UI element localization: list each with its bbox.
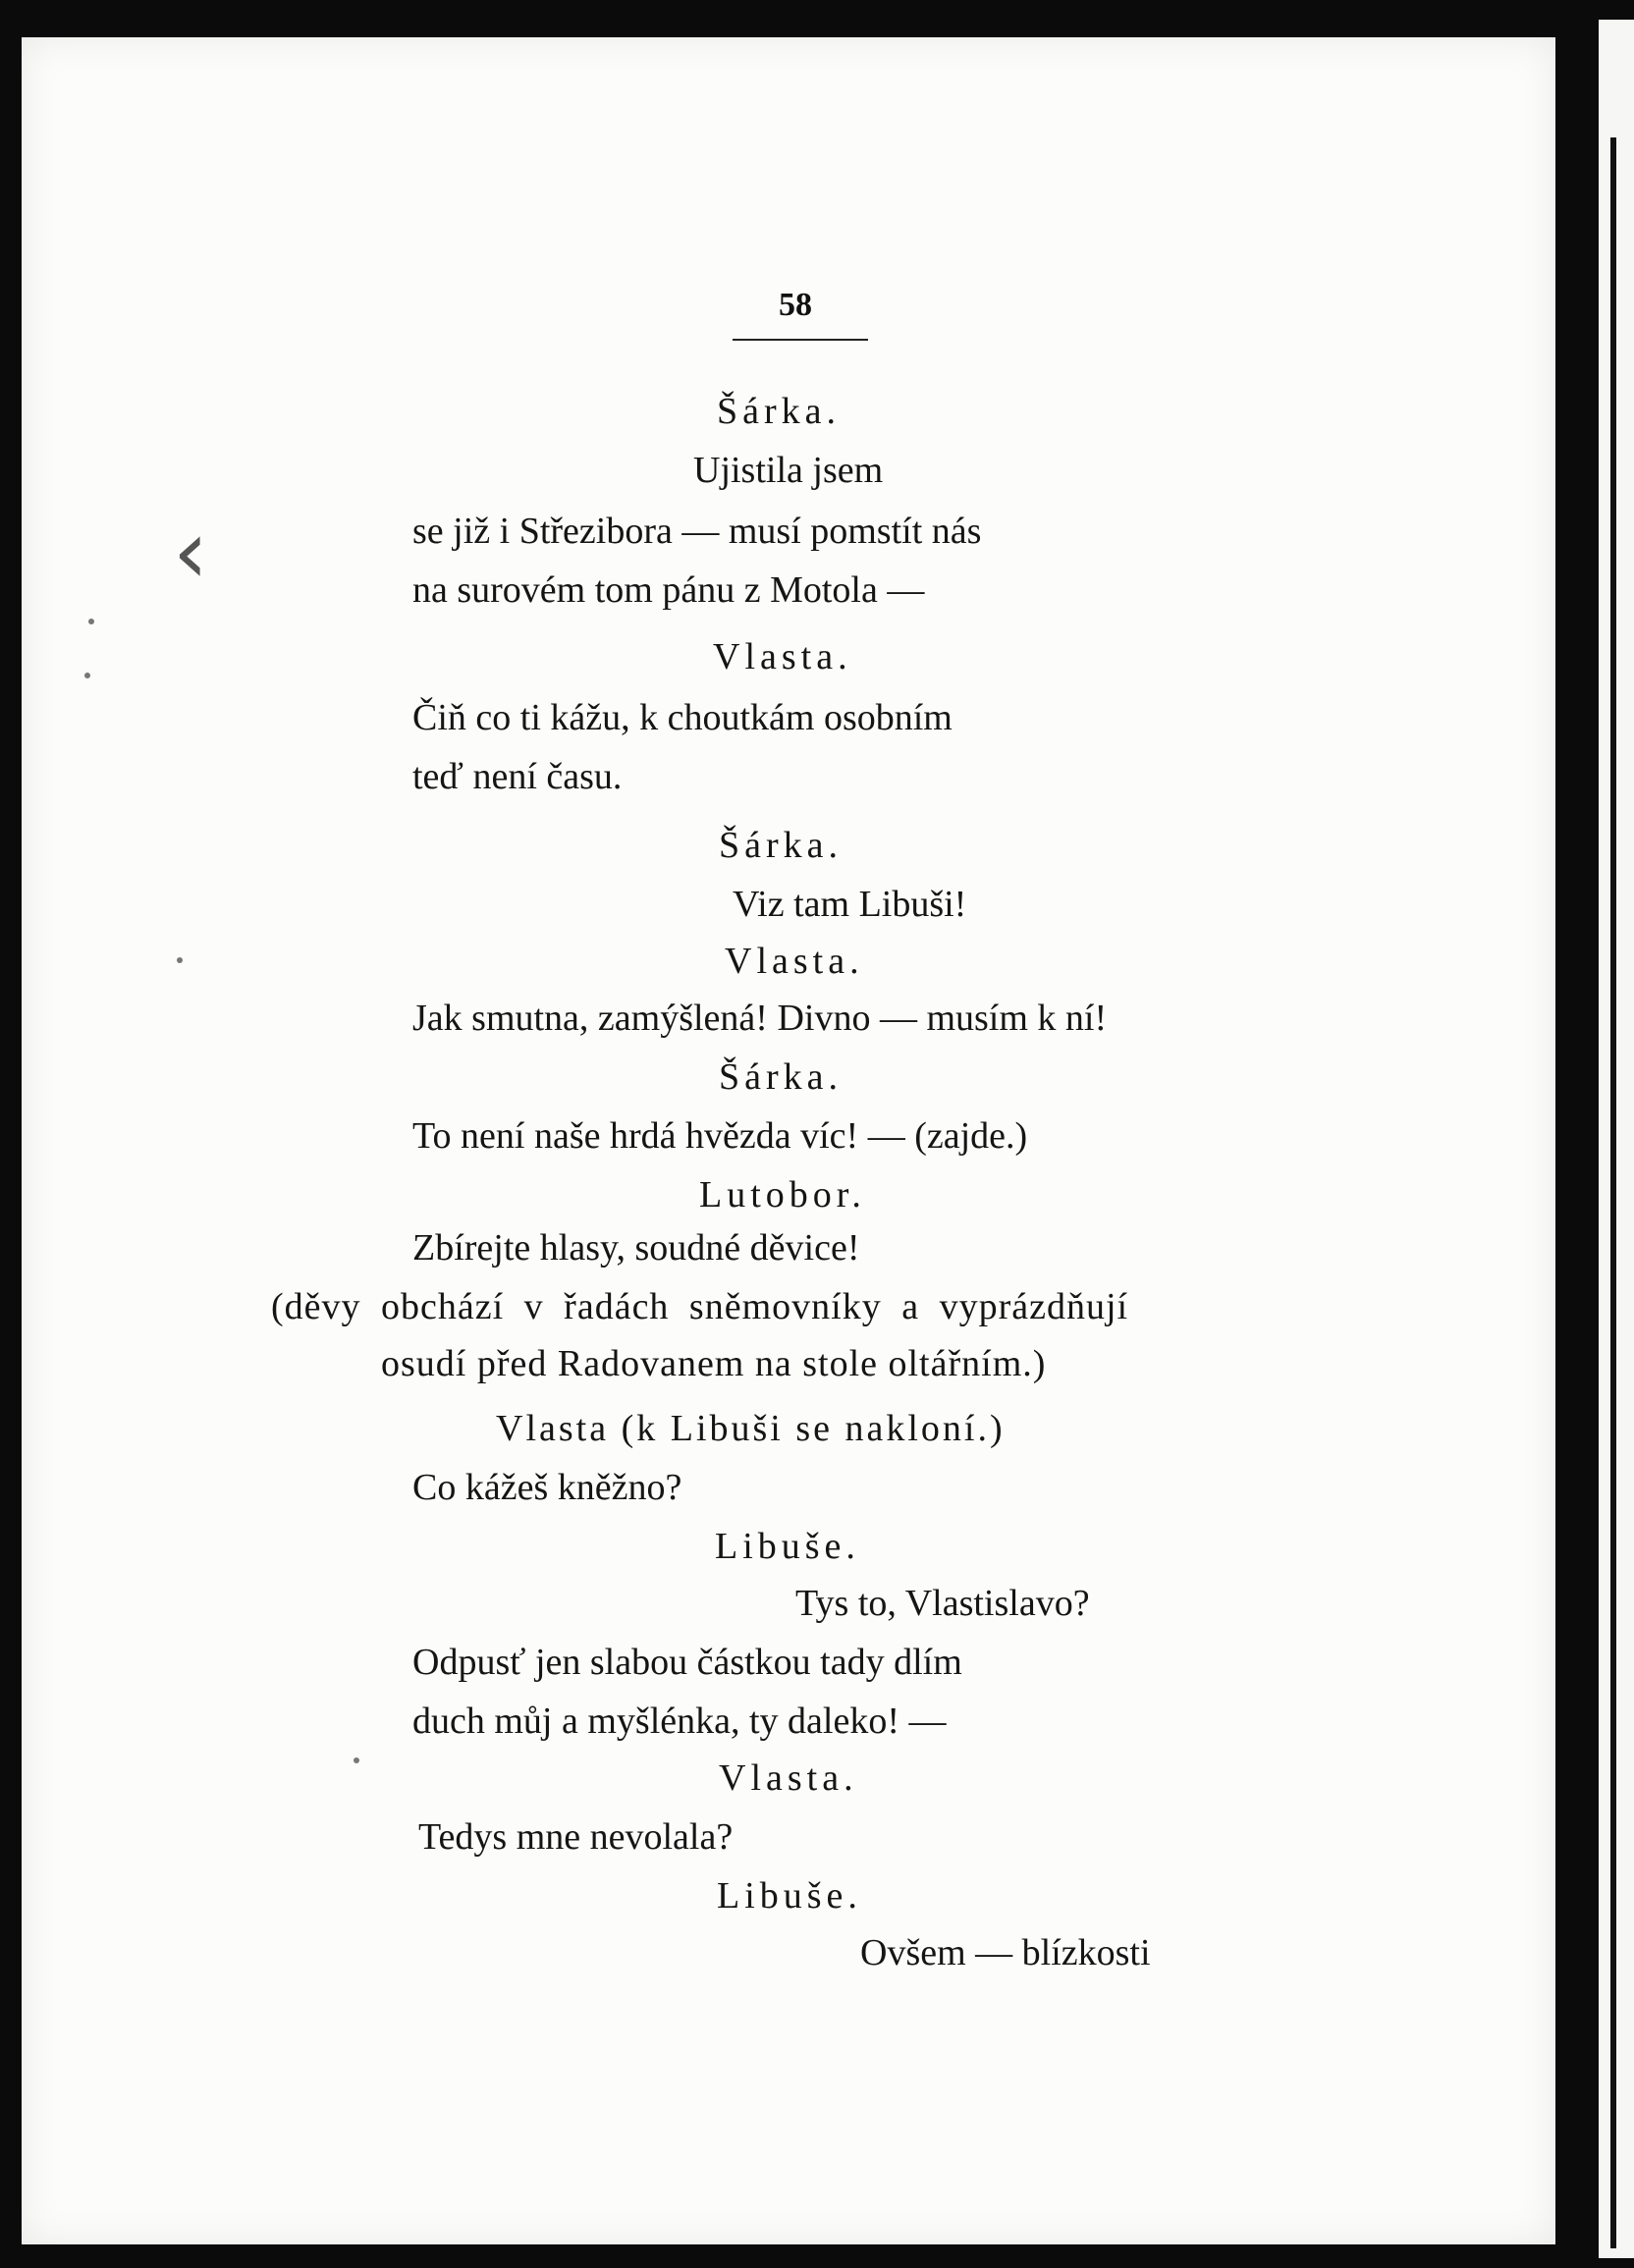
speck-mark (177, 957, 183, 963)
verse-line: Zbírejte hlasy, soudné děvice! (412, 1227, 860, 1269)
page-number-rule (733, 339, 868, 341)
verse-line: To není naše hrdá hvězda víc! — (zajde.) (412, 1115, 1028, 1157)
verse-line: na surovém tom pánu z Motola — (412, 569, 925, 611)
verse-line: Ujistila jsem (693, 450, 884, 491)
speck-mark (354, 1757, 359, 1763)
speaker-name: Vlasta (k Libuši se nakloní.) (496, 1408, 1006, 1449)
speaker-name: Šárka. (719, 1056, 844, 1098)
verse-line: Čiň co ti kážu, k choutkám osobním (412, 697, 953, 738)
gutter-shadow (1610, 137, 1616, 2248)
verse-line: Odpusť jen slabou částkou tady dlím (412, 1642, 962, 1683)
verse-line: Viz tam Libuši! (733, 884, 967, 925)
verse-line: Ovšem — blízkosti (860, 1932, 1151, 1973)
speaker-name: Vlasta. (719, 1757, 858, 1799)
verse-line: Jak smutna, zamýšlená! Divno — musím k ní! (412, 998, 1108, 1039)
speaker-name: Libuše. (717, 1875, 862, 1917)
verse-line: duch můj a myšlénka, ty daleko! — (412, 1701, 947, 1742)
speaker-name: Libuše. (715, 1526, 860, 1567)
speck-mark (84, 673, 90, 678)
stage-direction: osudí před Radovanem na stole oltářním.) (381, 1343, 1047, 1384)
verse-line: Tys to, Vlastislavo? (795, 1583, 1090, 1624)
chevron-left-mark-icon: ‹ (173, 501, 208, 604)
speaker-name: Šárka. (719, 825, 844, 866)
verse-line: Tedys mne nevolala? (418, 1816, 734, 1858)
speaker-name: Lutobor. (699, 1174, 866, 1215)
page-number: 58 (779, 287, 812, 323)
verse-line: teď není času. (412, 756, 623, 797)
speaker-name: Vlasta. (725, 941, 864, 982)
speaker-name: Vlasta. (713, 636, 852, 677)
adjacent-page-edge (1599, 20, 1634, 2258)
verse-line: se již i Střezibora — musí pomstít nás (412, 511, 982, 552)
verse-line: Co kážeš kněžno? (412, 1467, 682, 1508)
speck-mark (88, 619, 94, 624)
speaker-name: Šárka. (717, 391, 842, 432)
stage-direction: (děvy obchází v řadách sněmovníky a vyprázdňují (271, 1286, 1129, 1327)
